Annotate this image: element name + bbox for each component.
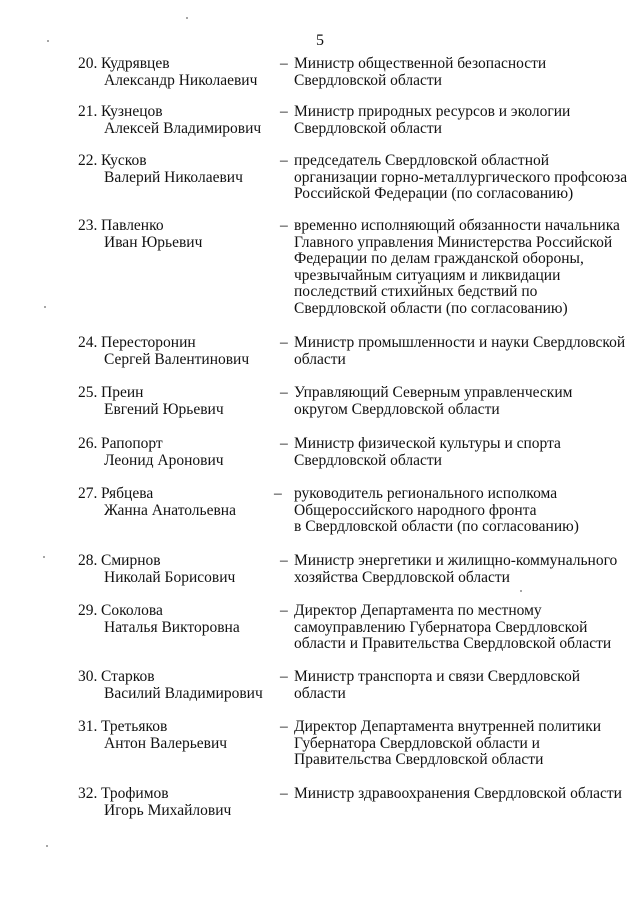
position-line: области	[294, 684, 346, 702]
person-name	[101, 218, 271, 251]
dash-separator: –	[274, 485, 282, 502]
position-title	[294, 553, 624, 586]
dash-separator: –	[280, 602, 288, 619]
given-names: Антон Валерьевич	[104, 734, 228, 752]
page-number: 5	[316, 32, 324, 49]
position-line: организации горно-металлургического профсоюза	[294, 168, 628, 186]
dash-separator: –	[280, 718, 288, 735]
position-title	[294, 436, 624, 469]
position-title	[294, 104, 624, 137]
surname: Павленко	[101, 217, 164, 234]
position-line: чрезвычайным ситуациям и ликвидации	[294, 266, 561, 284]
position-line: Свердловской области	[294, 451, 442, 469]
person-name	[101, 104, 271, 137]
dash-separator: –	[280, 668, 288, 685]
position-line: Свердловской области (по согласованию)	[294, 299, 568, 317]
surname: Трофимов	[101, 785, 169, 802]
entry-number: 24.	[78, 334, 98, 351]
entry-number: 32.	[78, 785, 98, 802]
surname: Рябцева	[101, 485, 154, 502]
given-names: Сергей Валентинович	[104, 350, 250, 368]
given-names: Алексей Владимирович	[104, 119, 262, 137]
position-title	[294, 56, 624, 89]
person-name	[101, 719, 271, 752]
scan-speck	[46, 845, 48, 847]
position-title	[294, 786, 624, 803]
entry-number: 30.	[78, 668, 98, 685]
position-title	[294, 486, 624, 536]
scan-speck	[44, 306, 46, 308]
dash-separator: –	[280, 552, 288, 569]
given-names: Евгений Юрьевич	[104, 400, 224, 418]
position-line: председатель Свердловской областной	[294, 152, 550, 169]
scan-speck	[47, 40, 49, 42]
position-title	[294, 385, 624, 418]
entry-number: 29.	[78, 602, 98, 619]
surname: Пересторонин	[101, 334, 196, 351]
position-line: Министр здравоохранения Свердловской области	[294, 785, 622, 802]
entry-number: 20.	[78, 55, 98, 72]
position-line: руководитель регионального исполкома	[294, 485, 558, 502]
position-line: в Свердловской области (по согласованию)	[294, 518, 579, 536]
dash-separator: –	[280, 785, 288, 802]
position-line: временно исполняющий обязанности начальника	[294, 217, 620, 234]
position-line: Правительства Свердловской области	[294, 751, 544, 769]
person-name	[101, 786, 271, 819]
surname: Кудрявцев	[101, 55, 170, 72]
entry-number: 21.	[78, 103, 98, 120]
entry-number: 22.	[78, 152, 98, 169]
position-title	[294, 603, 624, 653]
position-line: Министр общественной безопасности	[294, 55, 547, 72]
position-line: области и Правительства Свердловской области	[294, 635, 612, 653]
position-line: самоуправлению Губернатора Свердловской	[294, 618, 588, 636]
scan-speck	[186, 17, 188, 19]
surname: Преин	[101, 384, 144, 401]
dash-separator: –	[280, 384, 288, 401]
given-names: Александр Николаевич	[104, 71, 258, 89]
given-names: Игорь Михайлович	[104, 801, 232, 819]
position-line: хозяйства Свердловской области	[294, 568, 510, 586]
position-line: округом Свердловской области	[294, 400, 500, 418]
surname: Соколова	[101, 602, 163, 619]
given-names: Иван Юрьевич	[104, 233, 203, 251]
position-line: Министр природных ресурсов и экологии	[294, 103, 571, 120]
person-name	[101, 335, 271, 368]
position-line: Свердловской области	[294, 71, 442, 89]
surname: Третьяков	[101, 718, 168, 735]
person-name	[101, 603, 271, 636]
position-line: Свердловской области	[294, 119, 442, 137]
entry-number: 28.	[78, 552, 98, 569]
person-name	[101, 436, 271, 469]
given-names: Василий Владимирович	[104, 684, 263, 702]
dash-separator: –	[280, 217, 288, 234]
scan-speck	[520, 590, 522, 592]
scan-speck	[43, 556, 45, 558]
position-line: Управляющий Северным управленческим	[294, 384, 573, 401]
surname: Рапопорт	[101, 435, 163, 452]
position-line: Директор Департамента внутренней политики	[294, 718, 602, 735]
position-line: Министр физической культуры и спорта	[294, 435, 561, 452]
dash-separator: –	[280, 103, 288, 120]
position-line: последствий стихийных бедствий по	[294, 283, 538, 301]
position-line: Главного управления Министерства Российской	[294, 233, 613, 251]
entry-number: 23.	[78, 217, 98, 234]
position-line: Министр энергетики и жилищно-коммунального	[294, 552, 618, 569]
position-line: Российской Федерации (по согласованию)	[294, 185, 574, 203]
position-title	[294, 152, 628, 203]
entry-number: 31.	[78, 718, 98, 735]
surname: Смирнов	[101, 552, 161, 569]
given-names: Леонид Аронович	[104, 451, 224, 469]
dash-separator: –	[280, 152, 288, 169]
dash-separator: –	[280, 435, 288, 452]
position-line: Федерации по делам гражданской обороны,	[294, 250, 584, 268]
person-name	[101, 669, 271, 702]
dash-separator: –	[280, 334, 288, 351]
position-line: Министр промышленности и науки Свердловской	[294, 334, 626, 351]
person-name	[101, 486, 271, 519]
position-title	[294, 669, 624, 702]
given-names: Наталья Викторовна	[104, 618, 240, 636]
given-names: Валерий Николаевич	[104, 168, 243, 186]
person-name	[101, 56, 271, 89]
position-title	[294, 335, 624, 368]
surname: Старков	[101, 668, 155, 685]
dash-separator: –	[280, 55, 288, 72]
person-name	[101, 153, 271, 186]
position-line: области	[294, 350, 346, 368]
person-name	[101, 385, 271, 418]
person-name	[101, 553, 271, 586]
given-names: Николай Борисович	[104, 568, 236, 586]
position-line: Директор Департамента по местному	[294, 602, 542, 619]
entry-number: 27.	[78, 485, 98, 502]
position-title	[294, 719, 624, 769]
position-line: Министр транспорта и связи Свердловской	[294, 668, 581, 685]
position-title	[294, 218, 624, 318]
position-line: Общероссийского народного фронта	[294, 501, 537, 519]
given-names: Жанна Анатольевна	[104, 501, 236, 519]
position-line: Губернатора Свердловской области и	[294, 734, 540, 752]
surname: Кусков	[101, 152, 147, 169]
surname: Кузнецов	[101, 103, 163, 120]
entry-number: 25.	[78, 384, 98, 401]
entry-number: 26.	[78, 435, 98, 452]
